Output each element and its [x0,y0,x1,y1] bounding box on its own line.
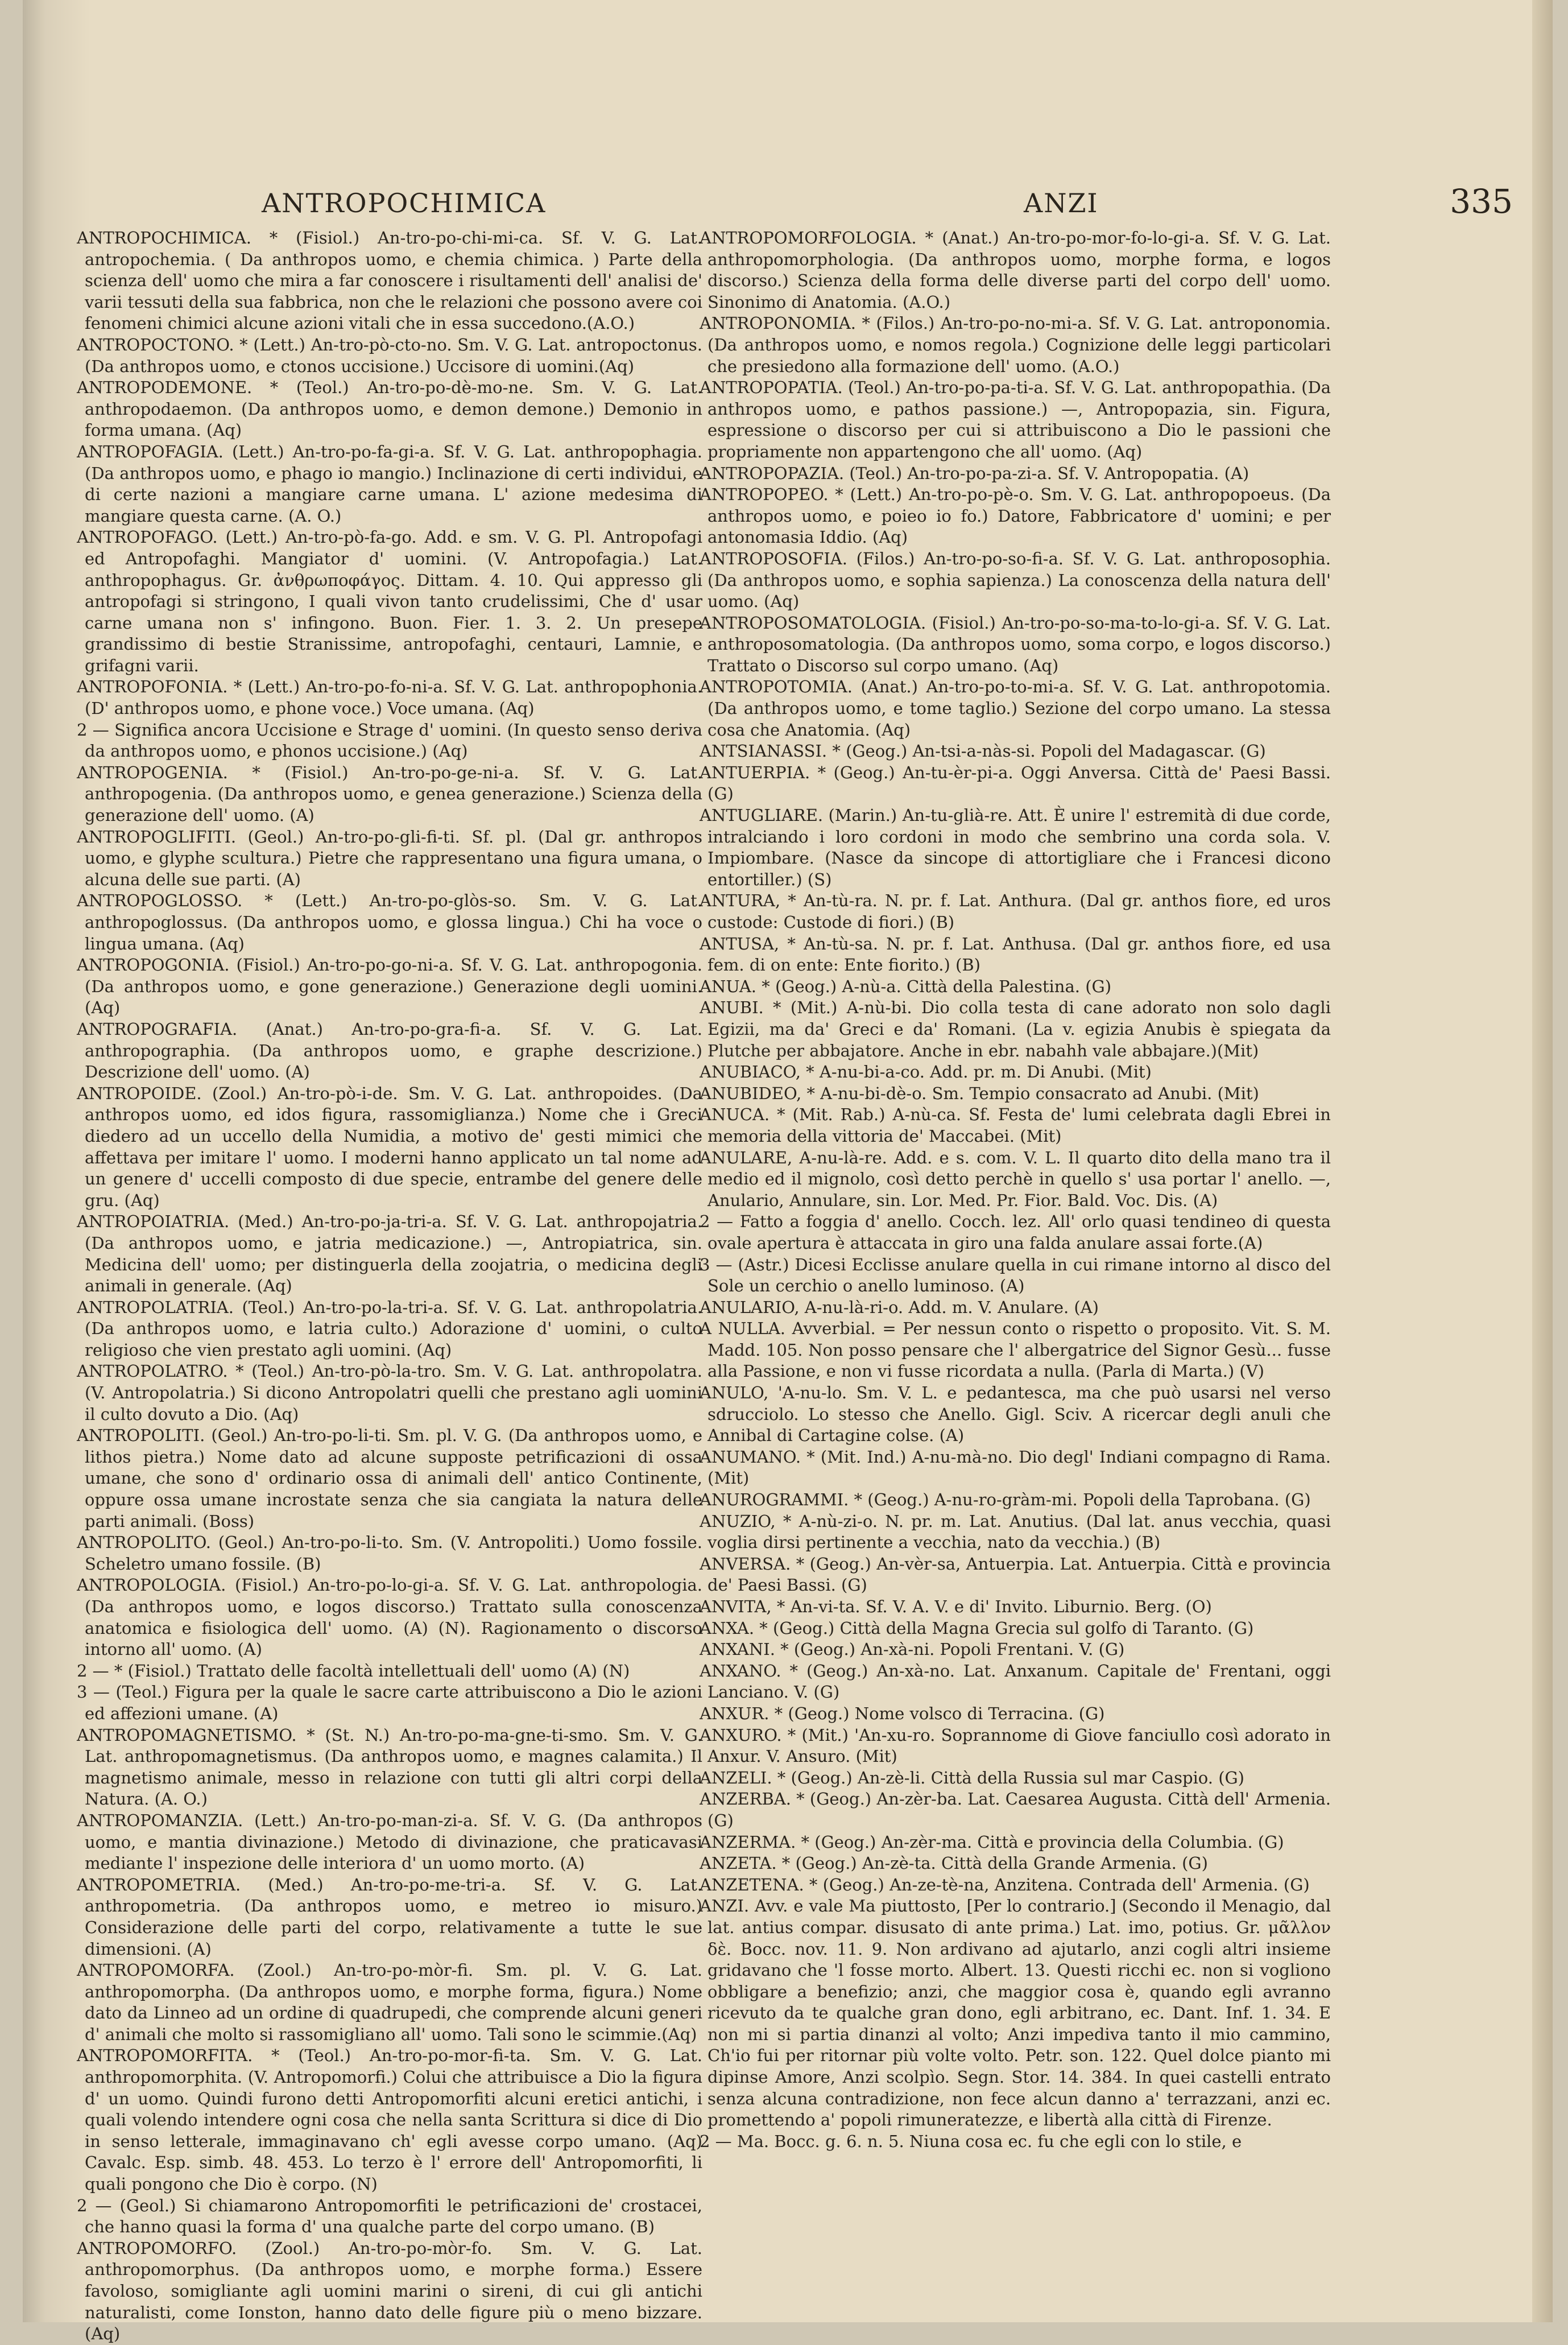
dictionary-entry: ANTROPOIDE. (Zool.) An-tro-pò-i-de. Sm. V. G. Lat. anthropoides. (Da anthropos uomo, ed idos figura, rassomiglianza.) Nome che i Greci diedero ad un uccello della Numidia, a motivo de' gesti mimici che affettava per imitare l' uomo. I moderni hanno applicato un tal nome ad un genere d' uccelli composto di due specie, entrambe del genere delle gru. (Aq) [77,1083,702,1210]
dictionary-entry: ANTROPONOMIA. * (Filos.) An-tro-po-no-mi-a. Sf. V. G. Lat. antroponomia. (Da anthropos uomo, e nomos regola.) Cognizione delle leggi particolari che presiedono alla formazione dell' uomo. (A.O.) [700,313,1331,376]
dictionary-entry: ANTROPOFAGO. (Lett.) An-tro-pò-fa-go. Add. e sm. V. G. Pl. Antropofagi ed Antropofaghi. Mangiator d' uomini. (V. Antropofagia.) Lat. anthropophagus. Gr. ἀνθρωποφάγος. Dittam. 4. 10. Qui appresso gli antropofagi si stringono, I quali vivon tanto crudelissimi, Che d' usar carne umana non s' infingono. Buon. Fier. 1. 3. 2. Un presepe grandissimo di bestie Stranissime, antropofaghi, centauri, Lamnie, e grifagni varii. [77,527,702,675]
dictionary-entry: ANTROPOFAGIA. (Lett.) An-tro-po-fa-gi-a. Sf. V. G. Lat. anthropophagia. (Da anthropos uomo, e phago io mangio.) Inclinazione di certi individui, e di certe nazioni a mangiare carne umana. L' azione medesima di mangiare questa carne. (A. O.) [77,441,702,526]
page-header [102,182,1519,228]
dictionary-entry: ANTURA, * An-tù-ra. N. pr. f. Lat. Anthura. (Dal gr. anthos fiore, ed uros custode: Custode di fiori.) (B) [700,891,1331,932]
dictionary-entry: ANTUERPIA. * (Geog.) An-tu-èr-pi-a. Oggi Anversa. Città de' Paesi Bassi. (G) [700,762,1331,804]
dictionary-entry: ANTSIANASSI. * (Geog.) An-tsi-a-nàs-si. Popoli del Madagascar. (G) [700,741,1266,761]
dictionary-entry: ANTROPOLATRIA. (Teol.) An-tro-po-la-tri-a. Sf. V. G. Lat. anthropolatria. (Da anthropos uomo, e latria culto.) Adorazione d' uomini, o culto religioso che vien prestato agli uomini. (Aq) [77,1297,702,1360]
dictionary-entry: 2 — Fatto a foggia d' anello. Cocch. lez. All' orlo quasi tendineo di questa ovale apertura è attaccata in giro una falda anulare assai forte.(A) [700,1212,1331,1253]
page-edge [1532,0,1553,2322]
dictionary-entry: ANTROPOCTONO. * (Lett.) An-tro-pò-cto-no. Sm. V. G. Lat. antropoctonus. (Da anthropos uomo, e ctonos uccisione.) Uccisore di uomini.(Aq) [77,335,702,376]
dictionary-entry: ANTROPOSOMATOLOGIA. (Fisiol.) An-tro-po-so-ma-to-lo-gi-a. Sf. V. G. Lat. anthroposomatologia. (Da anthropos uomo, soma corpo, e logos discorso.) Trattato o Discorso sul corpo umano. (Aq) [700,613,1331,675]
dictionary-entry: ANULARIO, A-nu-là-ri-o. Add. m. V. Anulare. (A) [700,1297,1099,1317]
dictionary-entry: ANZERMA. * (Geog.) An-zèr-ma. Città e provincia della Columbia. (G) [700,1832,1284,1852]
dictionary-entry: ANXUR. * (Geog.) Nome volsco di Terracina. (G) [700,1703,1105,1723]
dictionary-entry: ANZETENA. * (Geog.) An-ze-tè-na, Anzitena. Contrada dell' Armenia. (G) [700,1875,1310,1894]
dictionary-entry: ANUBIDEO, * A-nu-bi-dè-o. Sm. Tempio consacrato ad Anubi. (Mit) [700,1083,1259,1103]
dictionary-entry: ANUZIO, * A-nù-zi-o. N. pr. m. Lat. Anutius. (Dal lat. anus vecchia, quasi voglia dirsi pertinente a vecchia, nato da vecchia.) (B) [700,1511,1331,1553]
dictionary-entry: ANTROPOTOMIA. (Anat.) An-tro-po-to-mi-a. Sf. V. G. Lat. anthropotomia. (Da anthropos uomo, e tome taglio.) Sezione del corpo umano. La stessa cosa che Anatomia. (Aq) [700,677,1331,740]
dictionary-entry: A NULLA. Avverbial. = Per nessun conto o rispetto o proposito. Vit. S. M. Madd. 105. Non posso pensare che l' albergatrice del Signor Gesù... fusse alla Passione, e non vi fusse ricordata a nulla. (Parla di Marta.) (V) [700,1319,1331,1381]
dictionary-entry: ANTROPOMORFITA. * (Teol.) An-tro-po-mor-fi-ta. Sm. V. G. Lat. anthropomorphita. (V. Antropomorfi.) Colui che attribuisce a Dio la figura d' un uomo. Quindi furono detti Antropomorfiti alcuni eretici antichi, i quali volendo intendere ogni cosa che nella santa Scrittura si dice di Dio in senso letterale, immaginavano ch' egli avesse corpo umano. (Aq) Cavalc. Esp. simb. 48. 453. Lo terzo è l' errore dell' Antropomorfiti, li quali pongono che Dio è corpo. (N) [77,2046,702,2194]
dictionary-entry: ANTROPOGLOSSO. * (Lett.) An-tro-po-glòs-so. Sm. V. G. Lat. anthropoglossus. (Da anthropos uomo, e glossa lingua.) Chi ha voce o lingua umana. (Aq) [77,891,702,953]
dictionary-entry: ANVITA, * An-vi-ta. Sf. V. A. V. e di' Invito. Liburnio. Berg. (O) [700,1597,1212,1616]
right-column [700,228,1331,2152]
page-number: 335 [1450,182,1513,221]
dictionary-entry: ANTROPOMORFOLOGIA. * (Anat.) An-tro-po-mor-fo-lo-gi-a. Sf. V. G. Lat. anthropomorphologia. (Da anthropos uomo, morphe forma, e logos discorso.) Scienza della forma delle diverse parti del corpo dell' uomo. Sinonimo di Anatomia. (A.O.) [700,228,1331,312]
dictionary-entry: 2 — * (Fisiol.) Trattato delle facoltà intellettuali dell' uomo (A) (N) [77,1661,630,1681]
dictionary-entry: ANTROPOIATRIA. (Med.) An-tro-po-ja-tri-a. Sf. V. G. Lat. anthropojatria. (Da anthropos uomo, e jatria medicazione.) —, Antropiatrica, sin. Medicina dell' uomo; per distinguerla della zoojatria, o medicina degli animali in generale. (Aq) [77,1212,702,1296]
dictionary-entry: ANTROPOMAGNETISMO. * (St. N.) An-tro-po-ma-gne-ti-smo. Sm. V. G. Lat. anthropomagnetismus. (Da anthropos uomo, e magnes calamita.) Il magnetismo animale, messo in relazione con tutti gli altri corpi della Natura. (A. O.) [77,1725,702,1809]
dictionary-entry: ANTROPOFONIA. * (Lett.) An-tro-po-fo-ni-a. Sf. V. G. Lat. anthropophonia. (D' anthropos uomo, e phone voce.) Voce umana. (Aq) [77,677,702,719]
dictionary-entry: 2 — (Geol.) Si chiamarono Antropomorfiti le petrificazioni de' crostacei, che hanno quasi la forma d' una qualche parte del corpo umano. (B) [77,2195,702,2237]
dictionary-entry: ANTUSA, * An-tù-sa. N. pr. f. Lat. Anthusa. (Dal gr. anthos fiore, ed usa fem. di on ente: Ente fiorito.) (B) [700,934,1331,975]
dictionary-entry: ANXURO. * (Mit.) 'An-xu-ro. Soprannome di Giove fanciullo così adorato in Anxur. V. Ansuro. (Mit) [700,1725,1331,1766]
running-head-right: ANZI [1024,188,1099,218]
dictionary-entry: ANUA. * (Geog.) A-nù-a. Città della Palestina. (G) [700,976,1112,996]
dictionary-entry: ANTROPOPEO. * (Lett.) An-tro-po-pè-o. Sm. V. G. Lat. anthropopoeus. (Da anthropos uomo, e poieo io fo.) Datore, Fabbricatore d' uomini; e per antonomasia Iddio. (Aq) [700,485,1331,547]
dictionary-entry: 2 — Ma. Bocc. g. 6. n. 5. Niuna cosa ec. fu che egli con lo stile, e [700,2131,1242,2151]
dictionary-entry: ANUMANO. * (Mit. Ind.) A-nu-mà-no. Dio degl' Indiani compagno di Rama. (Mit) [700,1447,1331,1488]
dictionary-entry: ANUROGRAMMI. * (Geog.) A-nu-ro-gràm-mi. Popoli della Taprobana. (G) [700,1490,1311,1510]
dictionary-entry: ANTROPOPAZIA. (Teol.) An-tro-po-pa-zi-a. Sf. V. Antropopatia. (A) [700,463,1250,483]
running-head-left: ANTROPOCHIMICA [262,188,547,218]
dictionary-entry: ANZI. Avv. e vale Ma piuttosto, [Per lo contrario.] (Secondo il Menagio, dal lat. antius compar. disusato di ante prima.) Lat. imo, potius. Gr. μᾶλλον δὲ. Bocc. nov. 11. 9. Non ardivano ad ajutarlo, anzi cogli altri insieme gridavano che 'l fosse morto. Albert. 13. Questi ricchi ec. non si vogliono obbligare a benefizio; anzi, che maggior cosa è, quando egli avranno ricevuto da te qualche gran dono, egli arbitrano, ec. Dant. Inf. 1. 34. E non mi si partia dinanzi al volto; Anzi impediva tanto il mio cammino, Ch'io fui per ritornar più volte volto. Petr. son. 122. Quel dolce pianto mi dipinse Amore, Anzi scolpìo. Segn. Stor. 14. 384. In quei castelli entrato senza alcuna contradizione, non fece alcun danno a' terrazzani, anzi ec. promettendo a' popoli rimuneratezze, e libertà alla città di Firenze. [700,1896,1331,2130]
dictionary-entry: ANTUGLIARE. (Marin.) An-tu-glià-re. Att. È unire l' estremità di due corde, intralciando i loro cordoni in modo che sembrino una corda sola. V. Impiombare. (Nasce da sincope di attortigliare che i Francesi dicono entortiller.) (S) [700,806,1331,889]
dictionary-entry: ANUCA. * (Mit. Rab.) A-nù-ca. Sf. Festa de' lumi celebrata dagli Ebrei in memoria della vittoria de' Maccabei. (Mit) [700,1105,1331,1146]
dictionary-entry: ANXANO. * (Geog.) An-xà-no. Lat. Anxanum. Capitale de' Frentani, oggi Lanciano. V. (G) [700,1661,1331,1702]
dictionary-entry: ANZETA. * (Geog.) An-zè-ta. Città della Grande Armenia. (G) [700,1853,1208,1873]
dictionary-entry: ANTROPOSOFIA. (Filos.) An-tro-po-so-fi-a. Sf. V. G. Lat. anthroposophia. (Da anthropos uomo, e sophia sapienza.) La conoscenza della natura dell' uomo. (Aq) [700,548,1331,612]
dictionary-entry: ANZELI. * (Geog.) An-zè-li. Città della Russia sul mar Caspio. (G) [700,1768,1244,1787]
dictionary-entry: 3 — (Astr.) Dicesi Ecclisse anulare quella in cui rimane intorno al disco del Sole un cerchio o anello luminoso. (A) [700,1254,1331,1296]
dictionary-entry: ANTROPOMORFA. (Zool.) An-tro-po-mòr-fi. Sm. pl. V. G. Lat. anthropomorpha. (Da anthropos uomo, e morphe forma, figura.) Nome dato da Linneo ad un ordine di quadrupedi, che comprende alcuni generi d' animali che molto si rassomigliano all' uomo. Tali sono le scimmie.(Aq) [77,1960,702,2044]
dictionary-entry: ANZERBA. * (Geog.) An-zèr-ba. Lat. Caesarea Augusta. Città dell' Armenia. (G) [700,1789,1331,1830]
dictionary-entry: ANTROPOPATIA. (Teol.) An-tro-po-pa-ti-a. Sf. V. G. Lat. anthropopathia. (Da anthropos uomo, e pathos passione.) —, Antropopazia, sin. Figura, espressione o discorso per cui si attribuiscono a Dio le passioni che propriamente non appartengono che all' uomo. (Aq) [700,378,1331,461]
dictionary-entry: ANTROPOLITO. (Geol.) An-tro-po-li-to. Sm. (V. Antropoliti.) Uomo fossile. Scheletro umano fossile. (B) [77,1533,702,1574]
dictionary-entry: ANUBIACO, * A-nu-bi-a-co. Add. pr. m. Di Anubi. (Mit) [700,1062,1152,1082]
dictionary-entry: ANTROPOLOGIA. (Fisiol.) An-tro-po-lo-gi-a. Sf. V. G. Lat. anthropologia. (Da anthropos uomo, e logos discorso.) Trattato sulla conoscenza anatomica e fisiologica dell' uomo. (A) (N). Ragionamento o discorso intorno all' uomo. (A) [77,1575,702,1659]
dictionary-entry: ANTROPOLITI. (Geol.) An-tro-po-li-ti. Sm. pl. V. G. (Da anthropos uomo, e lithos pietra.) Nome dato ad alcune supposte petrificazioni di ossa umane, che sono d' ordinario ossa di animali dell' antico Continente, oppure ossa umane incrostate senza che sia cangiata la natura delle parti animali. (Boss) [77,1426,702,1531]
dictionary-entry: ANVERSA. * (Geog.) An-vèr-sa, Antuerpia. Lat. Antuerpia. Città e provincia de' Paesi Bassi. (G) [700,1554,1331,1595]
dictionary-entry: ANTROPOGENIA. * (Fisiol.) An-tro-po-ge-ni-a. Sf. V. G. Lat. anthropogenia. (Da anthropos uomo, e genea generazione.) Scienza della generazione dell' uomo. (A) [77,762,702,825]
dictionary-entry: ANXANI. * (Geog.) An-xà-ni. Popoli Frentani. V. (G) [700,1640,1125,1659]
dictionary-entry: ANTROPOMETRIA. (Med.) An-tro-po-me-tri-a. Sf. V. G. Lat. anthropometria. (Da anthropos uomo, e metreo io misuro.) Considerazione delle parti del corpo, relativamente a tutte le sue dimensioni. (A) [77,1875,702,1959]
dictionary-entry: ANXA. * (Geog.) Città della Magna Grecia sul golfo di Taranto. (G) [700,1618,1254,1638]
dictionary-entry: ANTROPOMORFO. (Zool.) An-tro-po-mòr-fo. Sm. V. G. Lat. anthropomorphus. (Da anthropos uomo, e morphe forma.) Essere favoloso, somigliante agli uomini marini o sireni, di cui gli antichi naturalisti, come Ionston, hanno dato delle figure più o meno bizzare. (Aq) [77,2238,702,2344]
dictionary-entry: ANTROPOGONIA. (Fisiol.) An-tro-po-go-ni-a. Sf. V. G. Lat. anthropogonia. (Da anthropos uomo, e gone generazione.) Generazione degli uomini. (Aq) [77,955,702,1018]
dictionary-entry: ANTROPODEMONE. * (Teol.) An-tro-po-dè-mo-ne. Sm. V. G. Lat. anthropodaemon. (Da anthropos uomo, e demon demone.) Demonio in forma umana. (Aq) [77,378,702,440]
left-column [77,228,702,2345]
dictionary-entry: 2 — Significa ancora Uccisione e Strage d' uomini. (In questo senso deriva da anthropos uomo, e phonos uccisione.) (Aq) [77,720,702,761]
dictionary-entry: ANTROPOLATRO. * (Teol.) An-tro-pò-la-tro. Sm. V. G. Lat. anthropolatra. (V. Antropolatria.) Si dicono Antropolatri quelli che prestano agli uomini il culto dovuto a Dio. (Aq) [77,1361,702,1424]
dictionary-entry: 3 — (Teol.) Figura per la quale le sacre carte attribuiscono a Dio le azioni ed affezioni umane. (A) [77,1682,702,1723]
dictionary-entry: ANUBI. * (Mit.) A-nù-bi. Dio colla testa di cane adorato non solo dagli Egizii, ma da' Greci e da' Romani. (La v. egizia Anubis è spiegata da Plutche per abbajatore. Anche in ebr. nabahh vale abbajare.)(Mit) [700,998,1331,1060]
dictionary-entry: ANTROPOGRAFIA. (Anat.) An-tro-po-gra-fi-a. Sf. V. G. Lat. anthropographia. (Da anthropos uomo, e graphe descrizione.) Descrizione dell' uomo. (A) [77,1019,702,1082]
dictionary-entry: ANTROPOGLIFITI. (Geol.) An-tro-po-gli-fi-ti. Sf. pl. (Dal gr. anthropos uomo, e glyphe scultura.) Pietre che rappresentano una figura umana, o alcuna delle sue parti. (A) [77,827,702,889]
dictionary-entry: ANULO, 'A-nu-lo. Sm. V. L. e pedantesca, ma che può usarsi nel verso sdrucciolo. Lo stesso che Anello. Gigl. Sciv. A ricercar degli anuli che Annibal di Cartagine colse. (A) [700,1383,1331,1446]
dictionary-entry: ANTROPOMANZIA. (Lett.) An-tro-po-man-zi-a. Sf. V. G. (Da anthropos uomo, e mantia divinazione.) Metodo di divinazione, che praticavasi mediante l' inspezione delle interiora d' un uomo morto. (A) [77,1810,702,1873]
dictionary-entry: ANULARE, A-nu-là-re. Add. e s. com. V. L. Il quarto dito della mano tra il medio ed il mignolo, così detto perchè in quello s' usa portar l' anello. —, Anulario, Annulare, sin. Lor. Med. Pr. Fior. Bald. Voc. Dis. (A) [700,1147,1331,1210]
dictionary-page [23,0,1553,2344]
dictionary-entry: ANTROPOCHIMICA. * (Fisiol.) An-tro-po-chi-mi-ca. Sf. V. G. Lat. antropochemia. ( Da anthropos uomo, e chemia chimica. ) Parte della scienza dell' uomo che mira a far conoscere i risultamenti dell' analisi de' varii tessuti della sua fabbrica, non che le relazioni che possono avere coi fenomeni chimici alcune azioni vitali che in essa succedono.(A.O.) [77,228,702,333]
